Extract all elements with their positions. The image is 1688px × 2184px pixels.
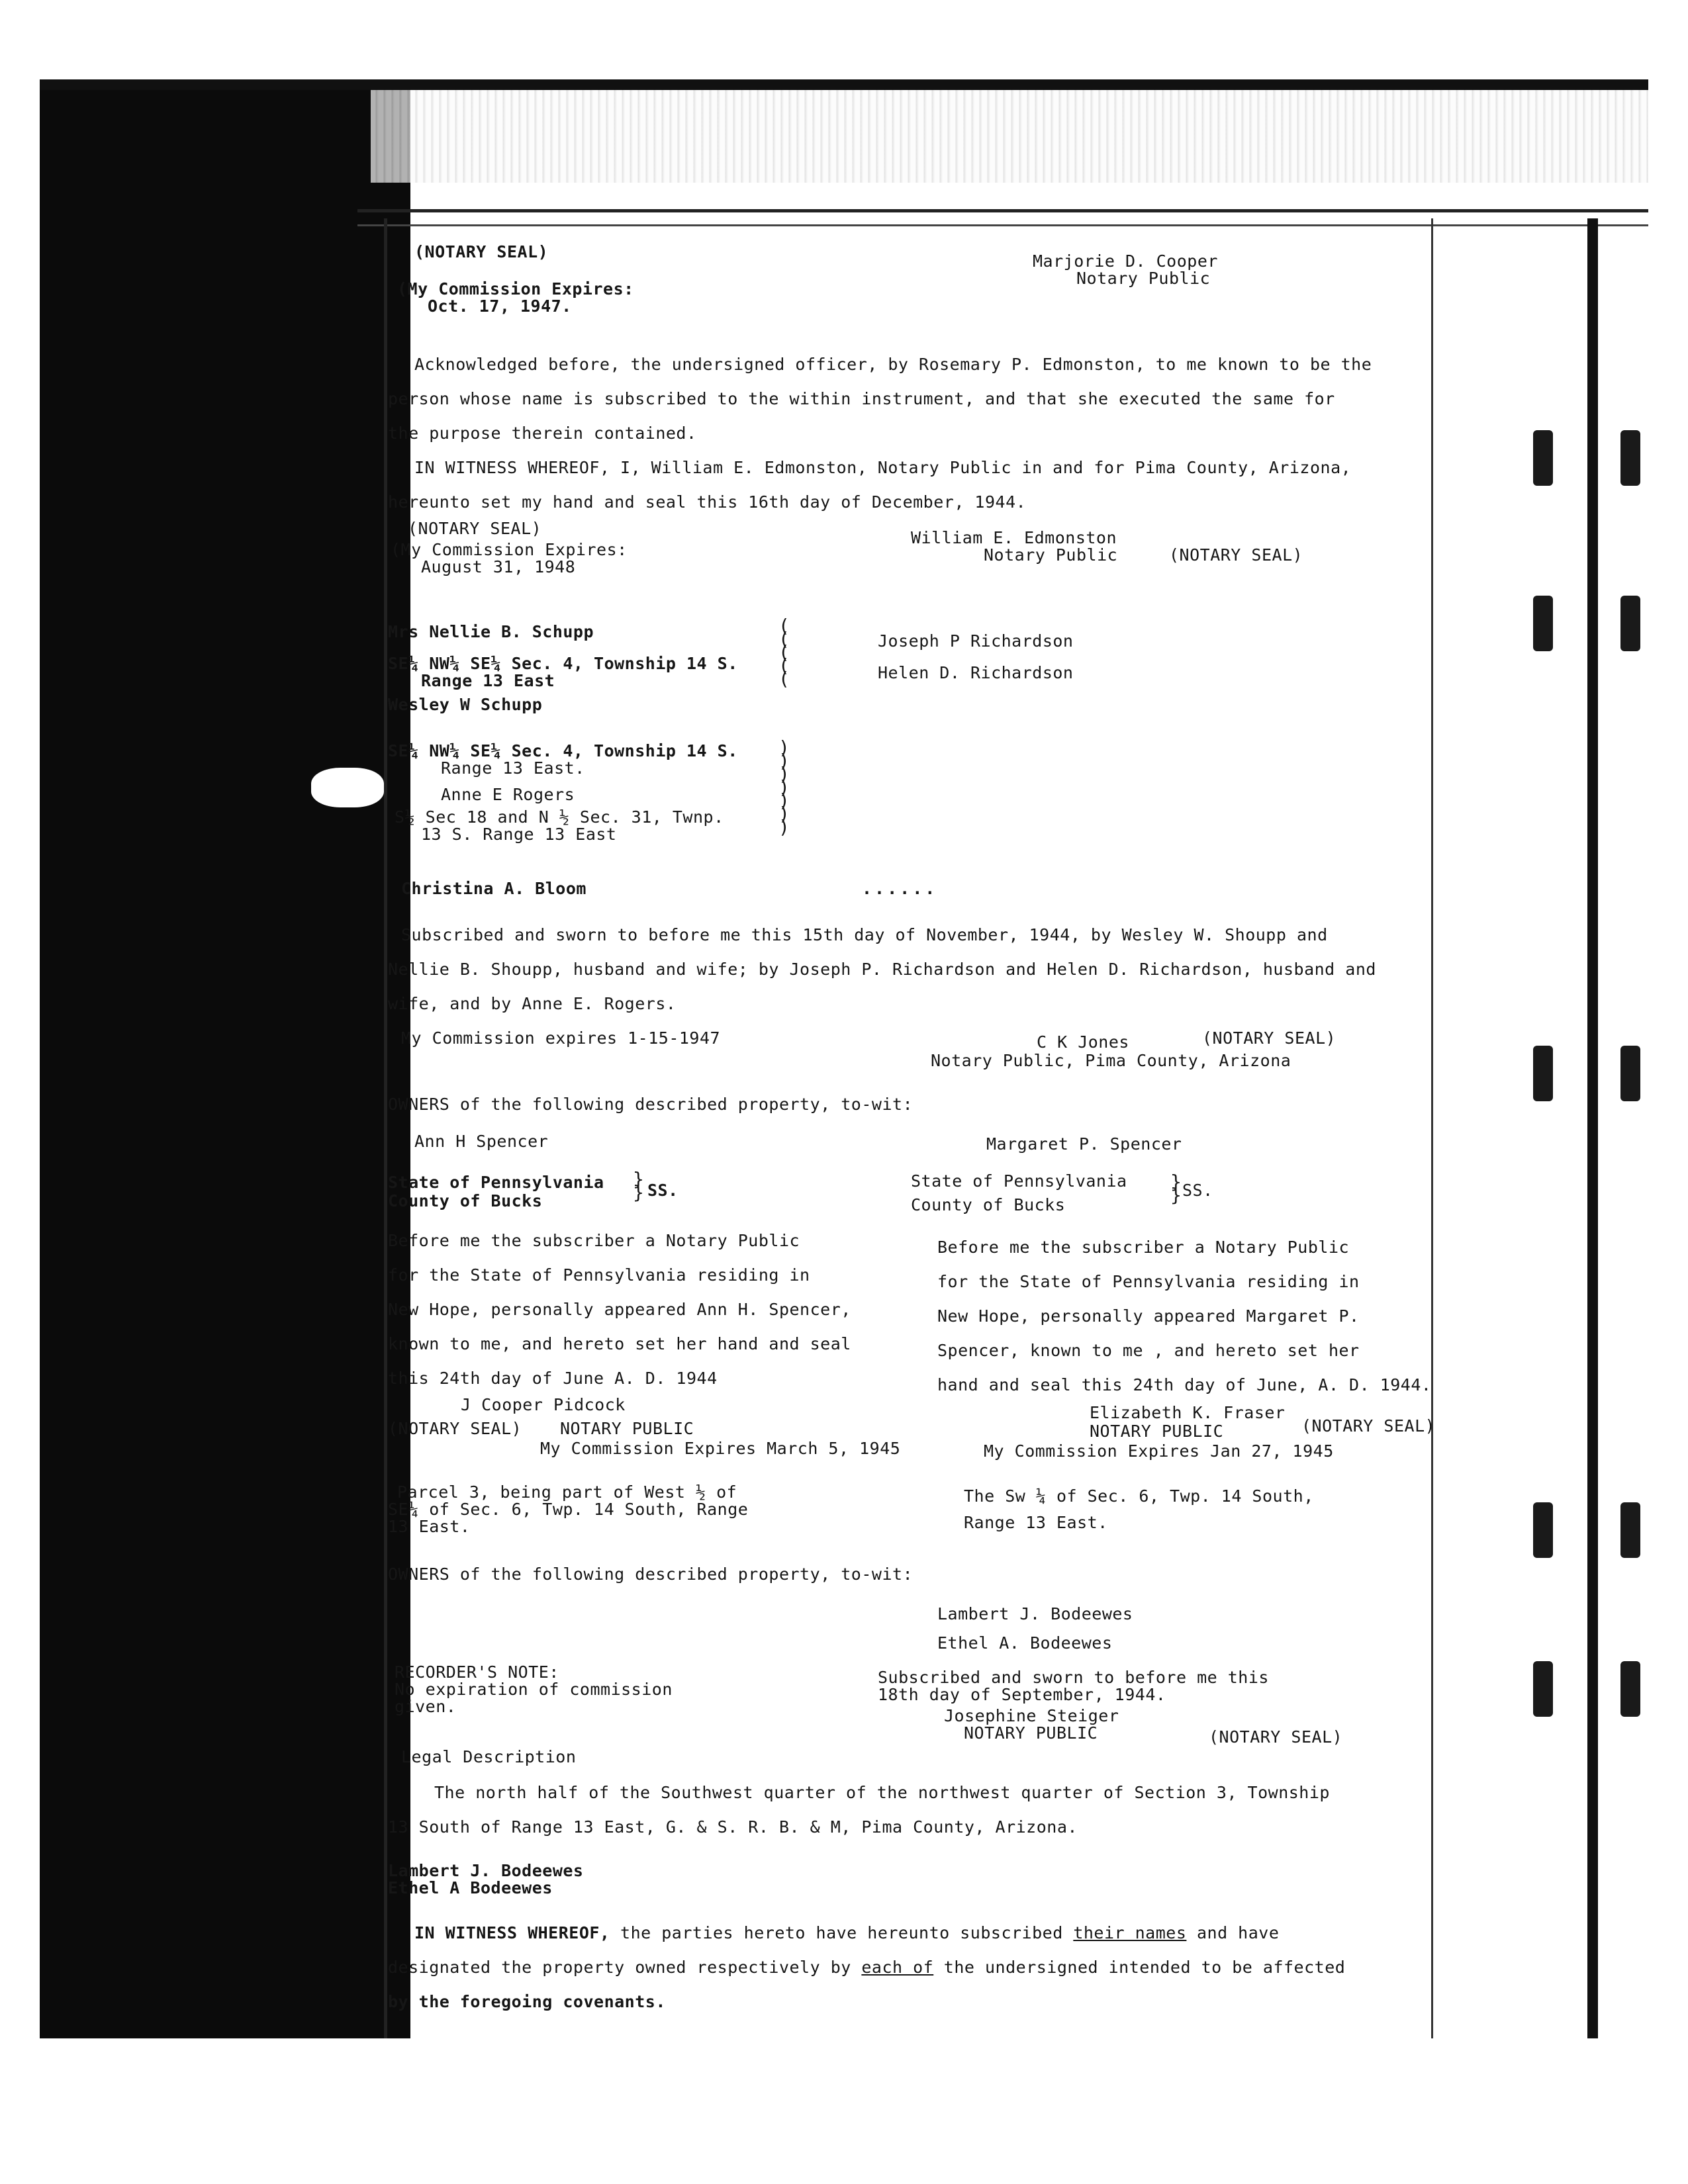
signer-name: William E. Edmonston: [911, 528, 1117, 547]
parcel-line: Parcel 3, being part of West ½ of: [397, 1482, 737, 1502]
binder-hole-mark: [1533, 430, 1553, 486]
notary-line: New Hope, personally appeared Ann H. Spencer,: [388, 1300, 851, 1319]
signer-name: J Cooper Pidcock: [461, 1395, 626, 1414]
commission-date: August 31, 1948: [421, 557, 576, 576]
document-body: [388, 238, 1436, 2025]
owner-parcel: Range 13 East.: [441, 758, 585, 778]
notary-seal-label: (NOTARY SEAL): [414, 242, 549, 261]
legal-line: 13 South of Range 13 East, G. & S. R. B. & M, Pima County, Arizona.: [388, 1817, 1078, 1837]
sworn-line: wife, and by Anne E. Rogers.: [388, 994, 677, 1013]
section-heading: OWNERS of the following described property, to-wit:: [388, 1565, 914, 1584]
binder-hole-mark: [1533, 596, 1553, 651]
parcel-line: 13 East.: [388, 1517, 471, 1536]
witness-paragraph: [388, 1958, 1345, 1978]
binder-hole-mark: [1620, 430, 1640, 486]
ack-line: person whose name is subscribed to the within instrument, and that she executed the same for: [388, 389, 1335, 408]
owner-parcel: S½ Sec 18 and N ½ Sec. 31, Twnp.: [395, 807, 724, 827]
scan-top-edge: [40, 79, 1648, 90]
notary-line: Before me the subscriber a Notary Public: [937, 1238, 1350, 1257]
notary-line: for the State of Pennsylvania residing in: [388, 1265, 810, 1285]
witness-line: hereunto set my hand and seal this 16th day of December, 1944.: [388, 492, 1027, 512]
parcel-line: Range 13 East.: [964, 1513, 1108, 1532]
parcel-line: SE¼ of Sec. 6, Twp. 14 South, Range: [388, 1500, 749, 1519]
binder-hole-mark: [1533, 1661, 1553, 1717]
grouping-bracket: ) ) ) ) ) ) ): [778, 737, 790, 838]
venue-county: County of Bucks: [911, 1195, 1066, 1214]
commission-label: My Commission Expires March 5, 1945: [540, 1439, 901, 1458]
notary-line: known to me, and hereto set her hand and seal: [388, 1334, 851, 1353]
venue-state: State of Pennsylvania: [911, 1171, 1127, 1191]
sworn-line: Subscribed and sworn to before me this: [878, 1668, 1269, 1687]
scan-dark-margin: [40, 79, 410, 2038]
notary-seal-label: (NOTARY SEAL): [1169, 545, 1303, 565]
owner-name: Mrs Nellie B. Schupp: [388, 622, 594, 641]
signer-title: NOTARY PUBLIC: [964, 1723, 1098, 1743]
witness-text: the parties hereto have hereunto subscribed: [620, 1923, 1063, 1942]
venue-county: County of Bucks: [388, 1191, 543, 1210]
legal-line: The north half of the Southwest quarter of the northwest quarter of Section 3, Township: [434, 1783, 1330, 1802]
owner-parcel: SE¼ NW¼ SE¼ Sec. 4, Township 14 S.: [388, 741, 738, 760]
owner-parcel: SE¼ NW¼ SE¼ Sec. 4, Township 14 S.: [388, 654, 738, 673]
owner-name: Lambert J. Bodeewes: [937, 1604, 1133, 1623]
signer-name: Elizabeth K. Fraser: [1090, 1403, 1286, 1422]
commission-label: (My Commission Expires:: [397, 279, 634, 298]
notary-seal-label: (NOTARY SEAL): [1301, 1416, 1436, 1435]
owner-name: Joseph P Richardson: [878, 631, 1074, 651]
right-margin-rule: [1431, 218, 1433, 2038]
signature-line: Ethel A Bodeewes: [388, 1878, 553, 1897]
owner-name: Wesley W Schupp: [388, 695, 543, 714]
binder-hole-mark: [1533, 1046, 1553, 1101]
owner-name: Helen D. Richardson: [878, 663, 1074, 682]
venue-bracket: } }: [633, 1168, 645, 1203]
notary-line: New Hope, personally appeared Margaret P.: [937, 1306, 1360, 1326]
binder-hole-mark: [1620, 1046, 1640, 1101]
binder-hole-mark: [1620, 1502, 1640, 1558]
owner-name: Christina A. Bloom: [401, 879, 586, 898]
witness-text: their names: [1073, 1923, 1187, 1942]
signer-title: NOTARY PUBLIC: [1090, 1422, 1224, 1441]
witness-text: designated the property owned respectively by: [388, 1958, 851, 1977]
witness-text: each of: [861, 1958, 934, 1977]
signer-title: NOTARY PUBLIC: [560, 1419, 694, 1438]
notary-seal-label: (NOTARY SEAL): [1202, 1028, 1336, 1048]
witness-text: the undersigned intended to be affected: [943, 1958, 1346, 1977]
signer-name: C K Jones: [1037, 1032, 1129, 1052]
scan-smudge: [311, 768, 384, 807]
recorder-note: RECORDER'S NOTE:: [395, 1662, 559, 1682]
notary-line: this 24th day of June A. D. 1944: [388, 1369, 718, 1388]
owner-parcel: 13 S. Range 13 East: [421, 825, 617, 844]
commission-label: My Commission expires 1-15-1947: [401, 1028, 721, 1048]
commission-date: Oct. 17, 1947.: [428, 296, 572, 316]
notary-line: hand and seal this 24th day of June, A. D. 1944.: [937, 1375, 1432, 1394]
owner-name: Margaret P. Spencer: [986, 1134, 1182, 1154]
leader-dots: ......: [862, 879, 938, 898]
signer-name: Josephine Steiger: [944, 1706, 1119, 1725]
witness-lead: IN WITNESS WHEREOF,: [414, 1923, 610, 1942]
notary-line: for the State of Pennsylvania residing in: [937, 1272, 1360, 1291]
sworn-line: Subscribed and sworn to before me this 15th day of November, 1944, by Wesley W. Shoupp and: [401, 925, 1328, 944]
venue-state: State of Pennsylvania: [388, 1173, 604, 1192]
signer-name: Marjorie D. Cooper: [1033, 251, 1218, 271]
sworn-line: Nellie B. Shoupp, husband and wife; by Joseph P. Richardson and Helen D. Richardson, husband and: [388, 960, 1376, 979]
scan-top-noise: [371, 90, 1648, 183]
venue-ss: SS.: [1182, 1181, 1213, 1200]
witness-line: IN WITNESS WHEREOF, I, William E. Edmonston, Notary Public in and for Pima County, Arizona,: [414, 458, 1352, 477]
notary-seal-label: (NOTARY SEAL): [388, 1419, 522, 1438]
witness-text: by the foregoing covenants.: [388, 1992, 666, 2011]
page-left-border: [384, 218, 387, 2038]
signer-title: Notary Public: [1076, 269, 1211, 288]
notary-seal-label: (NOTARY SEAL): [1209, 1727, 1343, 1747]
section-heading: OWNERS of the following described property, to-wit:: [388, 1095, 914, 1114]
owner-name: Ann H Spencer: [414, 1132, 549, 1151]
binding-rule: [1587, 218, 1598, 2038]
binder-hole-mark: [1620, 596, 1640, 651]
owner-parcel: Range 13 East: [421, 671, 555, 690]
recorder-note: given.: [395, 1697, 457, 1716]
commission-label: (My Commission Expires:: [391, 540, 628, 559]
venue-bracket: } }: [1170, 1171, 1182, 1206]
notary-line: Before me the subscriber a Notary Public: [388, 1231, 800, 1250]
witness-text: and have: [1196, 1923, 1280, 1942]
witness-paragraph: [414, 1923, 1279, 1943]
notary-seal-label: (NOTARY SEAL): [408, 519, 542, 538]
ack-line: the purpose therein contained.: [388, 424, 697, 443]
ack-line: Acknowledged before, the undersigned officer, by Rosemary P. Edmonston, to me known to be the: [414, 355, 1372, 374]
parcel-line: The Sw ¼ of Sec. 6, Twp. 14 South,: [964, 1486, 1314, 1506]
grouping-bracket: ( ( ( ( (: [778, 615, 790, 690]
signer-title: Notary Public, Pima County, Arizona: [931, 1051, 1291, 1070]
signer-title: Notary Public: [984, 545, 1118, 565]
sworn-line: 18th day of September, 1944.: [878, 1685, 1166, 1704]
owner-name: Anne E Rogers: [441, 785, 575, 804]
page-top-border: [357, 209, 1648, 226]
notary-line: Spencer, known to me , and hereto set her: [937, 1341, 1360, 1360]
venue-ss: SS.: [647, 1181, 679, 1200]
recorder-note: No expiration of commission: [395, 1680, 673, 1699]
signature-line: Lambert J. Bodeewes: [388, 1861, 584, 1880]
binder-hole-mark: [1620, 1661, 1640, 1717]
owner-name: Ethel A. Bodeewes: [937, 1633, 1113, 1653]
commission-label: My Commission Expires Jan 27, 1945: [984, 1441, 1334, 1461]
legal-heading: Legal Description: [401, 1747, 577, 1766]
binder-hole-mark: [1533, 1502, 1553, 1558]
